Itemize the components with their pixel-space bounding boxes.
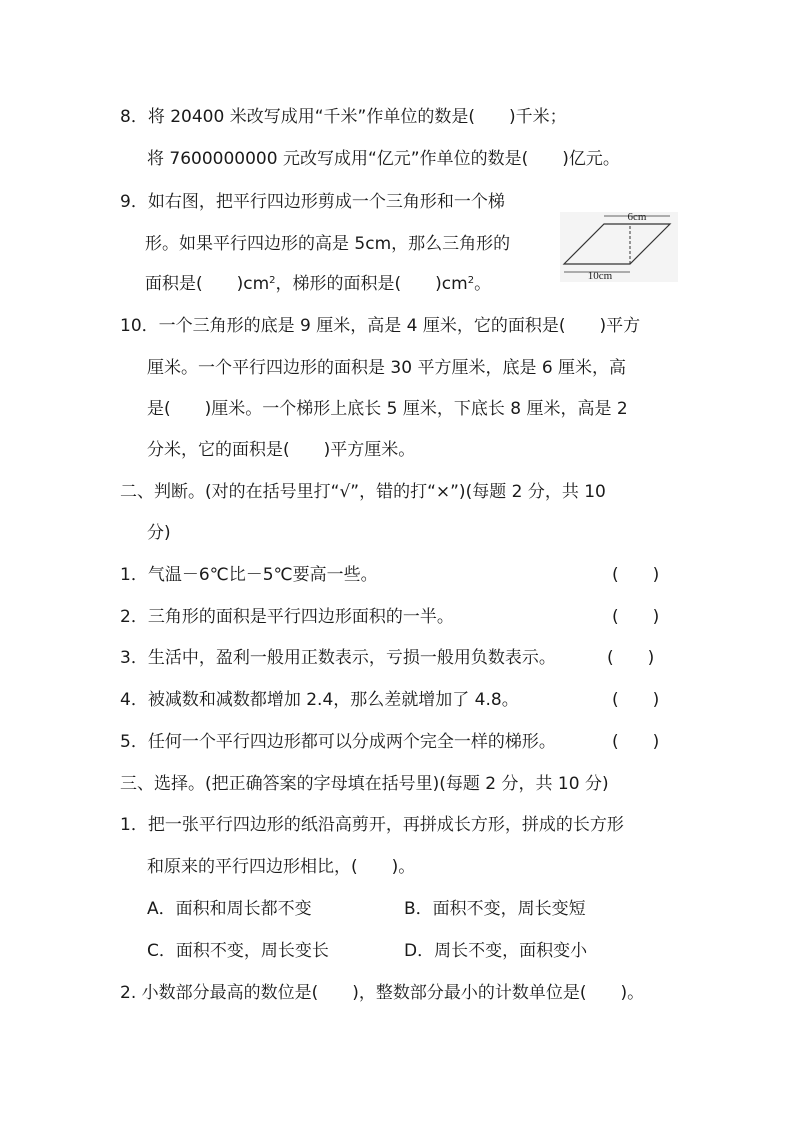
choice-option-a: A．面积和周长都不变 [147, 899, 312, 919]
q8-line-2: 将 7600000000 元改写成用“亿元”作单位的数是( )亿元。 [147, 149, 620, 169]
q10-line-2: 厘米。一个平行四边形的面积是 30 平方厘米，底是 6 厘米，高 [147, 358, 627, 378]
judge-answer-bracket-3: ( ) [607, 648, 655, 668]
choice-option-b: B．面积不变，周长变短 [404, 899, 586, 919]
judge-item-3: 3．生活中，盈利一般用正数表示，亏损一般用负数表示。 [120, 648, 556, 668]
judge-answer-bracket-2: ( ) [612, 607, 660, 627]
choice-option-d: D．周长不变，面积变小 [404, 941, 588, 961]
q9-area-text-a: 面积是( )cm [145, 274, 270, 294]
q10-line-4: 分米，它的面积是( )平方厘米。 [147, 440, 416, 460]
q10-line-3: 是( )厘米。一个梯形上底长 5 厘米，下底长 8 厘米，高是 2 [147, 399, 628, 419]
q9-line-3 [145, 273, 491, 295]
q9-line-2: 形。如果平行四边形的高是 5cm，那么三角形的 [145, 234, 511, 254]
judge-answer-bracket-1: ( ) [612, 565, 660, 585]
judge-item-1: 1．气温－6℃比－5℃要高一些。 [120, 565, 378, 585]
choice-q1-line-1: 1．把一张平行四边形的纸沿高剪开，再拼成长方形，拼成的长方形 [120, 815, 624, 835]
judge-item-4: 4．被减数和减数都增加 2.4，那么差就增加了 4.8。 [120, 690, 519, 710]
top-dimension-label: 6cm [627, 212, 647, 223]
figure-background [560, 212, 678, 282]
section3-heading: 三、选择。(把正确答案的字母填在括号里)(每题 2 分，共 10 分) [120, 774, 609, 794]
bottom-dimension-label: 10cm [587, 270, 613, 282]
judge-item-5: 5．任何一个平行四边形都可以分成两个完全一样的梯形。 [120, 732, 556, 752]
q8-line-1: 8．将 20400 米改写成用“千米”作单位的数是( )千米； [120, 107, 567, 127]
judge-answer-bracket-4: ( ) [612, 690, 660, 710]
section2-heading: 二、判断。(对的在括号里打“√”，错的打“×”)(每题 2 分，共 10 [120, 482, 606, 502]
q9-area-text-c: 。 [474, 274, 492, 294]
judge-answer-bracket-5: ( ) [612, 732, 660, 752]
q9-area-sup-1: 2 [269, 275, 276, 286]
q10-line-1: 10．一个三角形的底是 9 厘米，高是 4 厘米，它的面积是( )平方 [120, 316, 641, 336]
choice-q1-line-2: 和原来的平行四边形相比，( )。 [147, 857, 416, 877]
q9-area-sup-2: 2 [467, 275, 475, 286]
q9-line-1: 9．如右图，把平行四边形剪成一个三角形和一个梯 [120, 192, 505, 212]
parallelogram-figure [560, 212, 678, 282]
choice-option-c: C．面积不变，周长变长 [147, 941, 329, 961]
section2-heading-cont: 分) [147, 523, 171, 543]
judge-item-2: 2．三角形的面积是平行四边形面积的一半。 [120, 607, 454, 627]
choice-q2-line: 2. 小数部分最高的数位是( )，整数部分最小的计数单位是( )。 [120, 983, 645, 1003]
q9-area-text-b: ，梯形的面积是( )cm [275, 274, 468, 294]
